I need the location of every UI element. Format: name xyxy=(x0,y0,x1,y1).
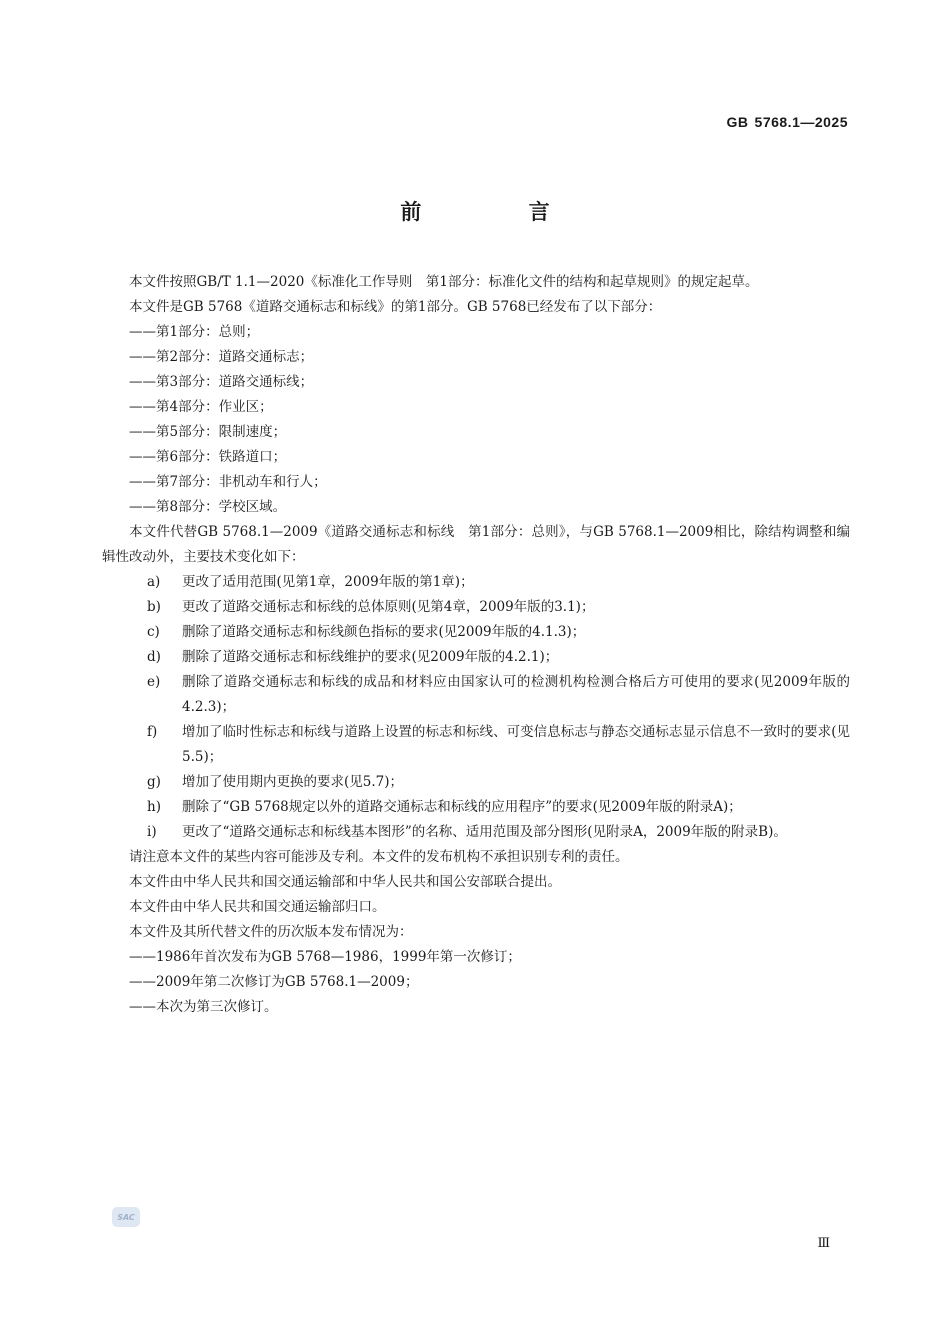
standard-code: GB xyxy=(726,114,749,130)
list-marker: i) xyxy=(147,824,157,840)
list-item-text: 增加了临时性标志和标线与道路上设置的标志和标线、可变信息标志与静态交通标志显示信息不一致时的要求(见5.5)； xyxy=(182,724,850,765)
page-title: 前 言 xyxy=(400,200,600,224)
page-number: Ⅲ xyxy=(817,1236,830,1251)
list-marker: a) xyxy=(147,574,161,590)
list-item-text: 删除了“GB 5768规定以外的道路交通标志和标线的应用程序”的要求(见2009年版的附录A)； xyxy=(182,799,742,815)
list-item-history: ——2009年第二次修订为GB 5768.1—2009； xyxy=(129,974,419,990)
list-item-change xyxy=(102,620,850,645)
paragraph-history-intro: 本文件及其所代替文件的历次版本发布情况为： xyxy=(129,924,413,940)
list-item-text: 删除了道路交通标志和标线颜色指标的要求(见2009年版的4.1.3)； xyxy=(182,624,586,640)
list-item-change xyxy=(102,770,850,795)
list-item-part: ——第4部分：作业区； xyxy=(129,399,273,415)
list-marker: c) xyxy=(147,624,160,640)
paragraph-managed-by: 本文件由中华人民共和国交通运输部归口。 xyxy=(129,899,386,915)
list-item-part: ——第2部分：道路交通标志； xyxy=(129,349,314,365)
list-item-text: 更改了道路交通标志和标线的总体原则(见第4章，2009年版的3.1)； xyxy=(182,599,595,615)
paragraph-series-intro: 本文件是GB 5768《道路交通标志和标线》的第1部分。GB 5768已经发布了以下部分： xyxy=(129,299,662,315)
list-marker: g) xyxy=(147,774,161,790)
list-item-text: 删除了道路交通标志和标线的成品和材料应由国家认可的检测机构检测合格后方可使用的要求(见2009年版的4.2.3)； xyxy=(182,674,850,715)
list-marker: d) xyxy=(147,649,161,665)
list-item-change xyxy=(102,645,850,670)
list-item-part: ——第1部分：总则； xyxy=(129,324,260,340)
sac-logo-text: SAC xyxy=(117,1212,135,1222)
standard-version: 5768.1—2025 xyxy=(754,114,848,130)
paragraph-drafting-basis: 本文件按照GB/T 1.1—2020《标准化工作导则 第1部分：标准化文件的结构和起草规则》的规定起草。 xyxy=(129,274,759,290)
list-marker: e) xyxy=(147,674,161,690)
list-marker: f) xyxy=(147,724,158,740)
document-body xyxy=(102,270,850,1020)
list-item-change xyxy=(102,795,850,820)
list-item-history: ——1986年首次发布为GB 5768—1986，1999年第一次修订； xyxy=(129,949,521,965)
list-item-history: ——本次为第三次修订。 xyxy=(129,999,278,1015)
paragraph-patent-notice: 请注意本文件的某些内容可能涉及专利。本文件的发布机构不承担识别专利的责任。 xyxy=(129,849,629,865)
list-item-change xyxy=(102,670,850,720)
list-item-text: 增加了使用期内更换的要求(见5.7)； xyxy=(182,774,404,790)
list-item-part: ——第3部分：道路交通标线； xyxy=(129,374,314,390)
paragraph-proposed-by: 本文件由中华人民共和国交通运输部和中华人民共和国公安部联合提出。 xyxy=(129,874,561,890)
list-item-change xyxy=(102,820,850,845)
list-item-part: ——第7部分：非机动车和行人； xyxy=(129,474,327,490)
list-item-text: 更改了“道路交通标志和标线基本图形”的名称、适用范围及部分图形(见附录A，2009年版的附录B)。 xyxy=(182,824,787,840)
list-item-text: 更改了适用范围(见第1章，2009年版的第1章)； xyxy=(182,574,474,590)
list-item-change xyxy=(102,595,850,620)
paragraph-replacement: 本文件代替GB 5768.1—2009《道路交通标志和标线 第1部分：总则》，与GB 5768.1—2009相比，除结构调整和编辑性改动外，主要技术变化如下： xyxy=(102,524,850,565)
list-item-part: ——第5部分：限制速度； xyxy=(129,424,287,440)
list-item-part: ——第8部分：学校区域。 xyxy=(129,499,287,515)
list-marker: h) xyxy=(147,799,161,815)
standard-number xyxy=(727,114,848,130)
list-item-change xyxy=(102,720,850,770)
list-marker: b) xyxy=(147,599,161,615)
sac-logo-icon xyxy=(112,1207,140,1227)
list-item-text: 删除了道路交通标志和标线维护的要求(见2009年版的4.2.1)； xyxy=(182,649,559,665)
list-item-change xyxy=(102,570,850,595)
list-item-part: ——第6部分：铁路道口； xyxy=(129,449,287,465)
